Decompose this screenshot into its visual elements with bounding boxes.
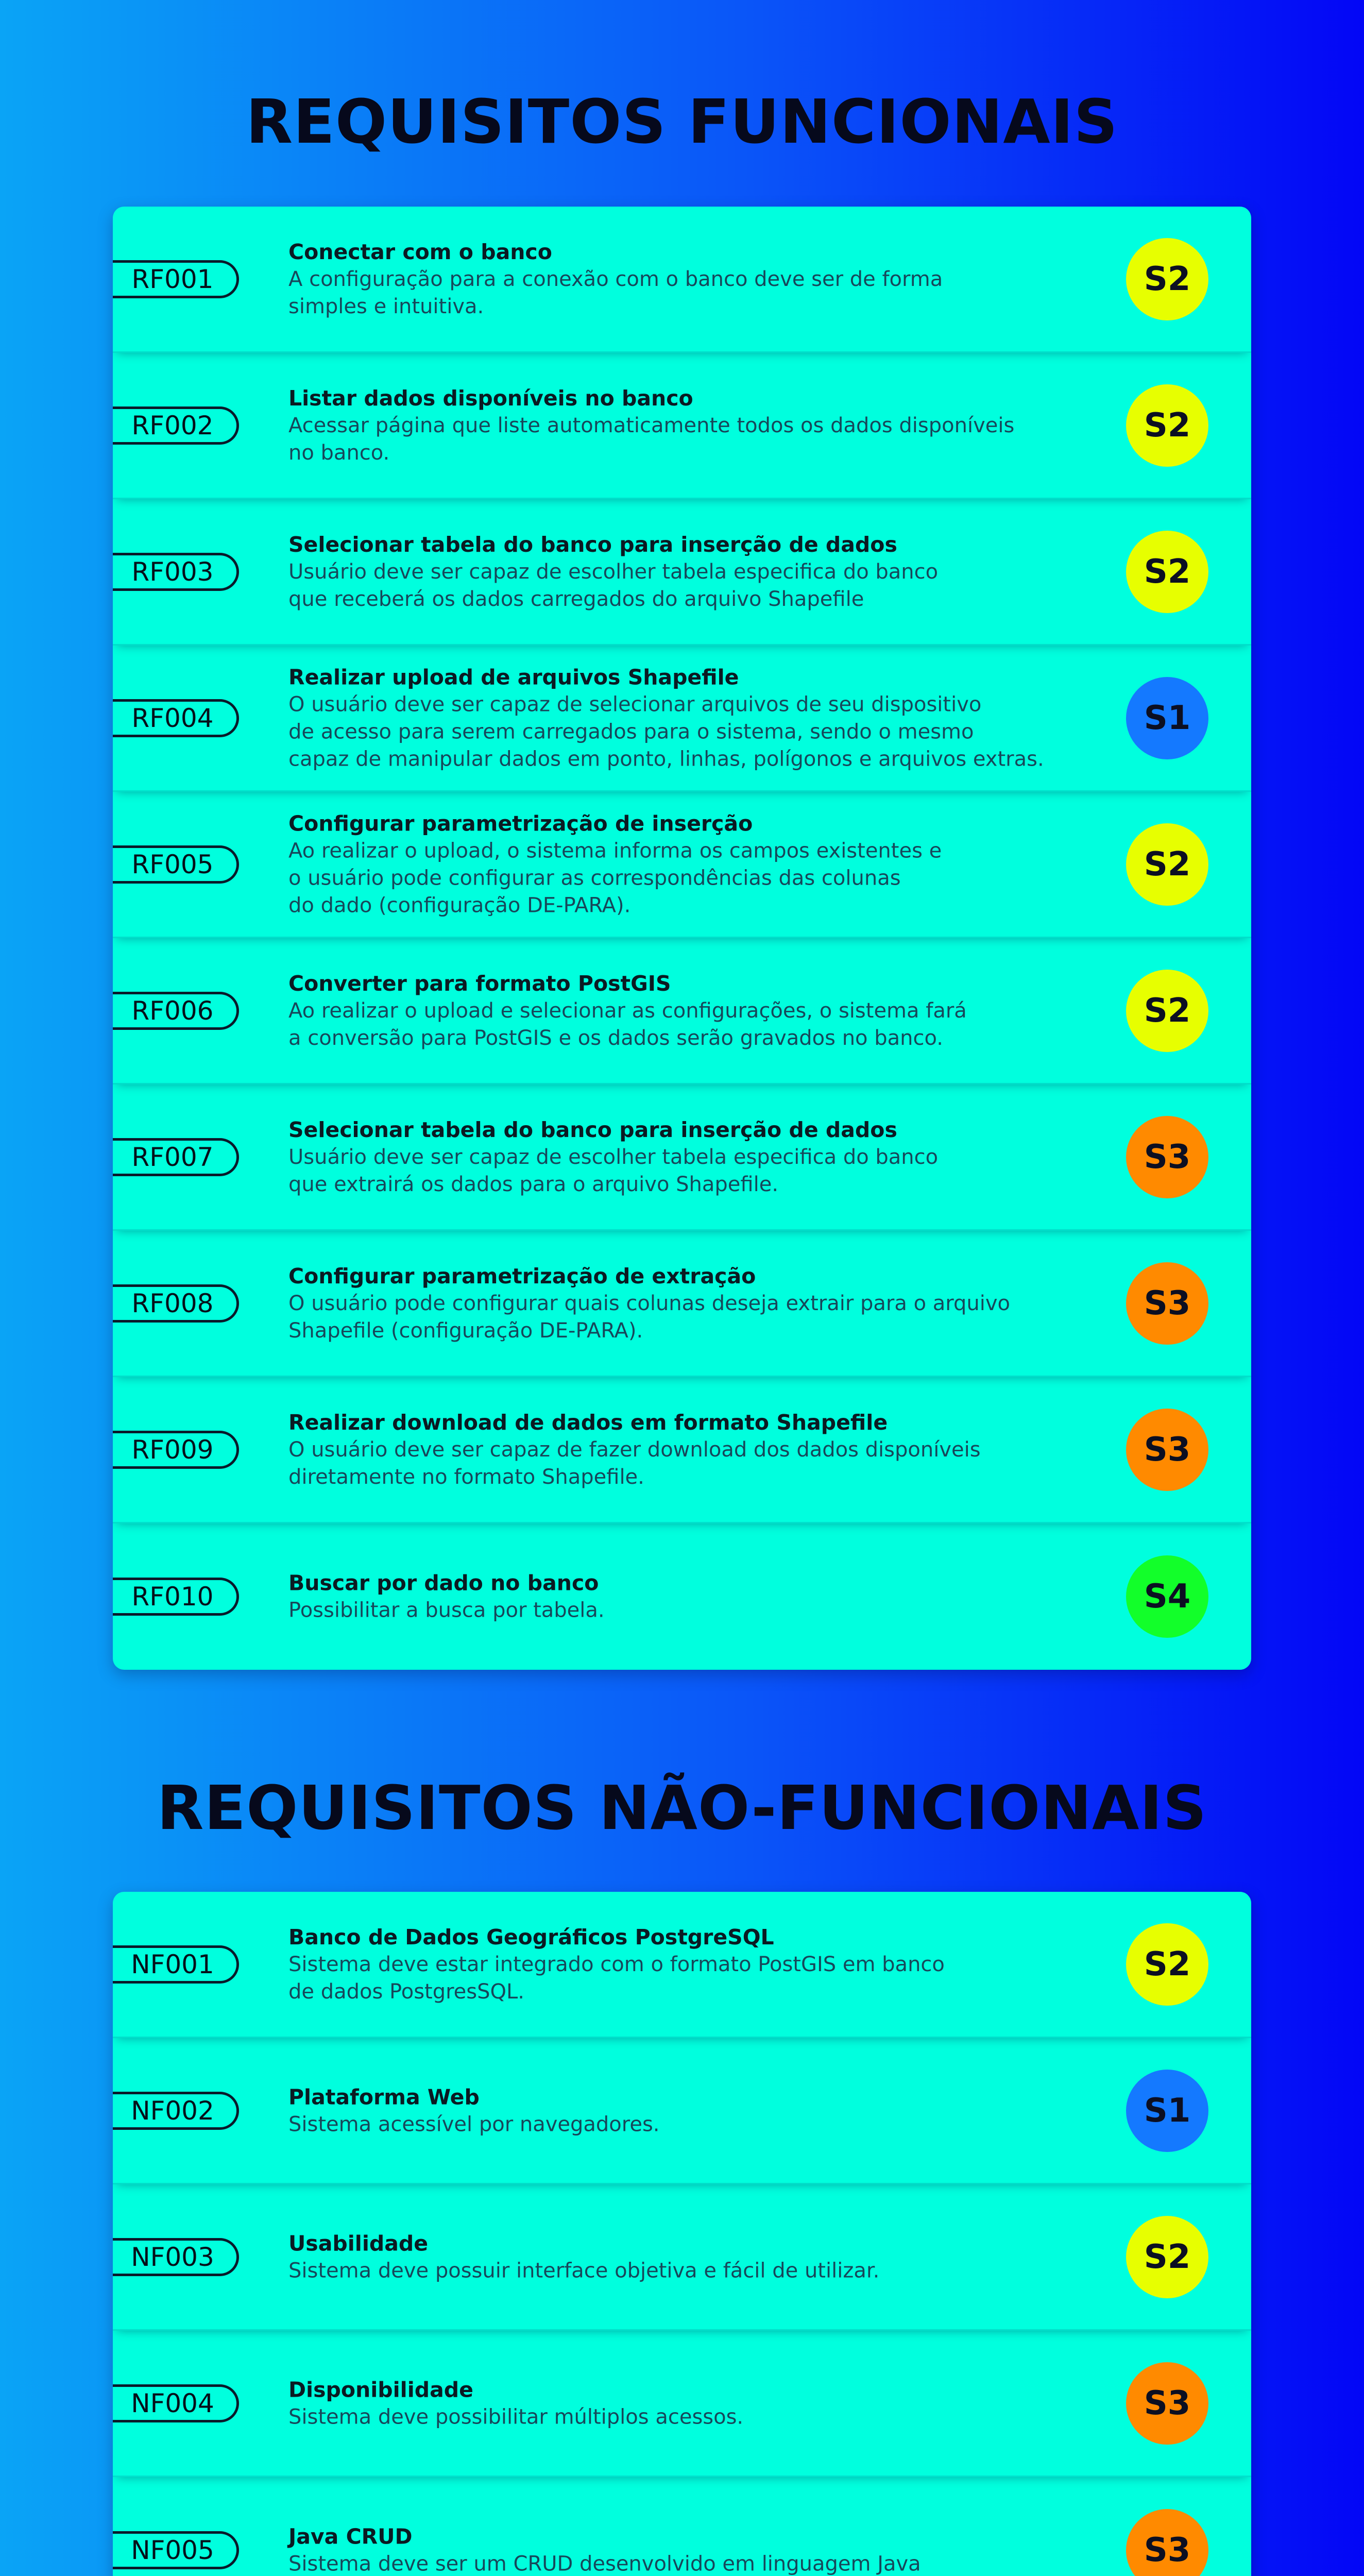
priority-badge: S3 bbox=[1126, 1409, 1208, 1491]
priority-badge: S1 bbox=[1126, 2070, 1208, 2152]
nonfunctional-requirement-row bbox=[113, 2184, 1251, 2331]
requirement-text bbox=[288, 809, 1061, 919]
requirement-title: Plataforma Web bbox=[288, 2084, 480, 2109]
requirement-title: Disponibilidade bbox=[288, 2377, 473, 2402]
requirement-description: Sistema deve ser um CRUD desenvolvido em linguagem Java bbox=[288, 2552, 921, 2576]
priority-badge: S2 bbox=[1126, 238, 1208, 320]
requirement-description: Sistema deve estar integrado com o formato PostGIS em banco de dados PostgresSQL. bbox=[288, 1952, 945, 2004]
requirement-title: Selecionar tabela do banco para inserção de dados bbox=[288, 1117, 897, 1142]
requirement-text bbox=[288, 1409, 1061, 1491]
requirement-code-tag: RF007 bbox=[113, 1138, 239, 1176]
priority-badge: S2 bbox=[1126, 1923, 1208, 2006]
requirement-text bbox=[288, 1116, 1061, 1198]
requirement-code-tag: NF001 bbox=[113, 1945, 239, 1984]
requirement-text bbox=[288, 2229, 1061, 2284]
functional-requirement-row bbox=[113, 1231, 1251, 1377]
requirement-code-tag: NF004 bbox=[113, 2384, 239, 2422]
functional-requirement-row bbox=[113, 1523, 1251, 1670]
functional-requirement-row bbox=[113, 792, 1251, 938]
priority-badge: S3 bbox=[1126, 2362, 1208, 2445]
requirement-description: Usuário deve ser capaz de escolher tabela especifica do banco que receberá os dados carregados do arquivo Shapefile bbox=[288, 560, 939, 611]
requirement-description: Possibilitar a busca por tabela. bbox=[288, 1598, 605, 1622]
requirement-description: Ao realizar o upload e selecionar as configurações, o sistema fará a conversão para PostGIS e os dados serão gravados no banco. bbox=[288, 998, 967, 1050]
requirement-code-tag: RF004 bbox=[113, 699, 239, 737]
requirement-code-tag: RF003 bbox=[113, 553, 239, 591]
priority-badge: S3 bbox=[1126, 1262, 1208, 1345]
requirement-text bbox=[288, 2376, 1061, 2431]
requirement-text bbox=[288, 2523, 1061, 2576]
functional-requirement-row bbox=[113, 938, 1251, 1084]
requirement-title: Converter para formato PostGIS bbox=[288, 971, 671, 996]
functional-title: REQUISITOS FUNCIONAIS bbox=[246, 86, 1118, 157]
nonfunctional-requirement-row bbox=[113, 2331, 1251, 2477]
requirement-description: O usuário deve ser capaz de selecionar arquivos de seu dispositivo de acesso para serem carregados para o sistema, sendo o mesmo capaz de manipular dados em ponto, linhas, polígonos e arquivos extras. bbox=[288, 692, 1044, 771]
requirement-text bbox=[288, 1262, 1061, 1345]
requirement-title: Configurar parametrização de inserção bbox=[288, 811, 753, 836]
priority-badge: S3 bbox=[1126, 1116, 1208, 1198]
priority-badge: S1 bbox=[1126, 677, 1208, 759]
requirement-title: Realizar download de dados em formato Shapefile bbox=[288, 1410, 888, 1435]
requirement-description: Ao realizar o upload, o sistema informa os campos existentes e o usuário pode configurar as correspondências das colunas do dado (configuração DE-PARA). bbox=[288, 839, 942, 917]
functional-requirement-row bbox=[113, 353, 1251, 499]
requirement-description: Usuário deve ser capaz de escolher tabela especifica do banco que extrairá os dados para o arquivo Shapefile. bbox=[288, 1145, 939, 1196]
requirement-description: Sistema deve possuir interface objetiva e fácil de utilizar. bbox=[288, 2259, 880, 2282]
priority-badge: S3 bbox=[1126, 2509, 1208, 2576]
requirement-text bbox=[288, 970, 1061, 1052]
requirement-text bbox=[288, 238, 1061, 320]
requirement-title: Conectar com o banco bbox=[288, 239, 552, 264]
nonfunctional-title: REQUISITOS NÃO-FUNCIONAIS bbox=[157, 1772, 1207, 1843]
requirement-code-tag: RF002 bbox=[113, 406, 239, 445]
requirement-description: Sistema acessível por navegadores. bbox=[288, 2112, 660, 2136]
requirement-title: Configurar parametrização de extração bbox=[288, 1263, 756, 1289]
requirement-title: Listar dados disponíveis no banco bbox=[288, 385, 693, 411]
priority-badge: S2 bbox=[1126, 384, 1208, 467]
requirement-text bbox=[288, 384, 1061, 467]
requirement-description: Sistema deve possibilitar múltiplos acessos. bbox=[288, 2405, 744, 2429]
requirement-code-tag: NF002 bbox=[113, 2092, 239, 2130]
priority-badge: S2 bbox=[1126, 823, 1208, 906]
priority-badge: S2 bbox=[1126, 970, 1208, 1052]
requirement-description: O usuário pode configurar quais colunas deseja extrair para o arquivo Shapefile (configuração DE-PARA). bbox=[288, 1291, 1011, 1343]
functional-requirement-row bbox=[113, 499, 1251, 646]
functional-requirement-row bbox=[113, 1377, 1251, 1523]
requirement-title: Banco de Dados Geográficos PostgreSQL bbox=[288, 1924, 774, 1950]
requirement-code-tag: NF003 bbox=[113, 2238, 239, 2276]
requirement-code-tag: RF006 bbox=[113, 992, 239, 1030]
priority-badge: S4 bbox=[1126, 1555, 1208, 1638]
requirement-text bbox=[288, 531, 1061, 613]
requirement-code-tag: RF001 bbox=[113, 260, 239, 298]
requirement-code-tag: RF009 bbox=[113, 1431, 239, 1469]
requirement-code-tag: RF008 bbox=[113, 1284, 239, 1323]
requirement-description: O usuário deve ser capaz de fazer download dos dados disponíveis diretamente no formato Shapefile. bbox=[288, 1437, 981, 1489]
priority-badge: S2 bbox=[1126, 531, 1208, 613]
requirement-title: Buscar por dado no banco bbox=[288, 1570, 599, 1596]
requirement-code-tag: RF005 bbox=[113, 845, 239, 884]
requirement-title: Java CRUD bbox=[288, 2524, 413, 2549]
functional-requirement-row bbox=[113, 207, 1251, 353]
requirement-title: Usabilidade bbox=[288, 2231, 429, 2256]
requirement-code-tag: RF010 bbox=[113, 1578, 239, 1616]
requirement-text bbox=[288, 663, 1061, 773]
requirement-title: Realizar upload de arquivos Shapefile bbox=[288, 665, 739, 689]
requirement-text bbox=[288, 1923, 1061, 2006]
requirement-description: Acessar página que liste automaticamente todos os dados disponíveis no banco. bbox=[288, 413, 1015, 465]
requirement-description: A configuração para a conexão com o banco deve ser de forma simples e intuitiva. bbox=[288, 267, 943, 318]
nonfunctional-requirement-row bbox=[113, 2477, 1251, 2576]
requirement-code-tag: NF005 bbox=[113, 2531, 239, 2569]
functional-requirements-panel bbox=[113, 207, 1251, 1670]
priority-badge: S2 bbox=[1126, 2216, 1208, 2298]
requirement-text bbox=[288, 1569, 1061, 1624]
requirement-title: Selecionar tabela do banco para inserção de dados bbox=[288, 532, 897, 557]
nonfunctional-requirement-row bbox=[113, 1892, 1251, 2038]
functional-requirement-row bbox=[113, 1084, 1251, 1231]
nonfunctional-requirement-row bbox=[113, 2038, 1251, 2184]
nonfunctional-requirements-panel bbox=[113, 1892, 1251, 2576]
requirement-text bbox=[288, 2083, 1061, 2138]
functional-requirement-row bbox=[113, 646, 1251, 792]
